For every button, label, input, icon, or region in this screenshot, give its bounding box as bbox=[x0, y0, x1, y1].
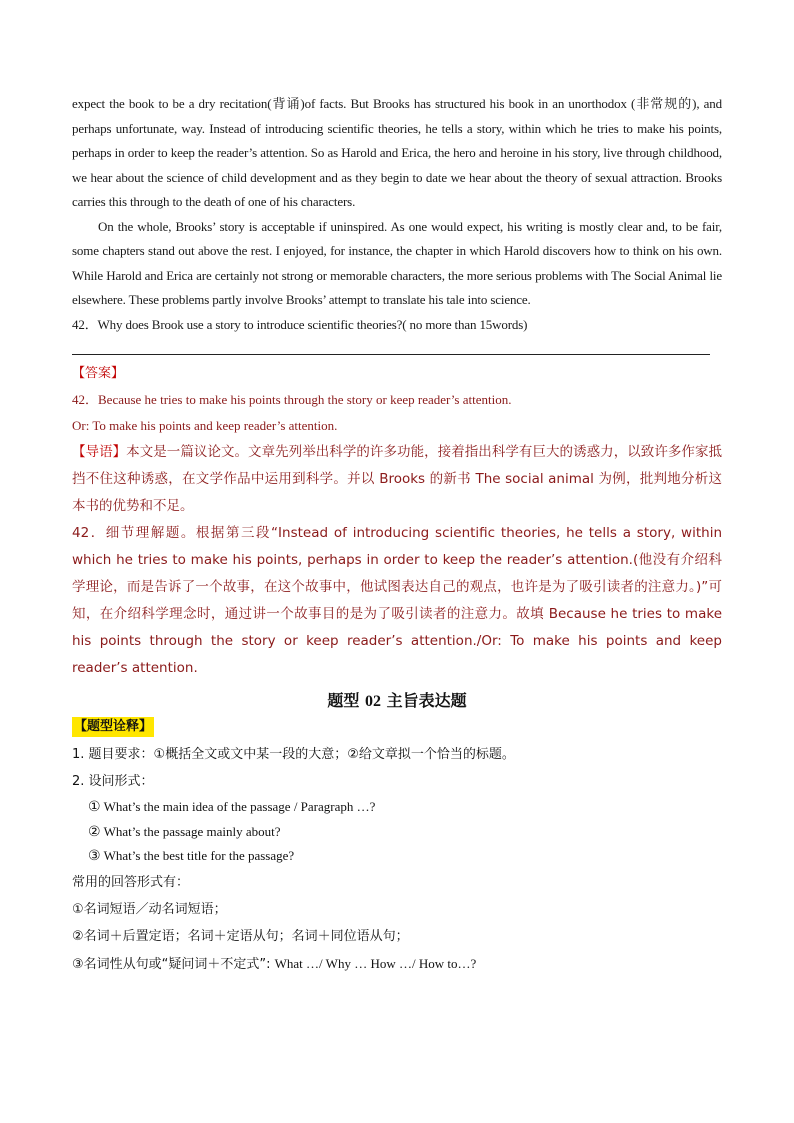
guide-text: 本文是一篇议论文。文章先列举出科学的许多功能，接着指出科学有巨大的诱惑力，以致许多作家抵挡不住这种诱惑，在文学作品中运用到科学。并以 Brooks 的新书 The social animal 为例，批判地分析这本书的优势和不足。 bbox=[72, 444, 723, 514]
question-42: 42．Why does Brook use a story to introduce scientific theories?( no more than 15words) bbox=[72, 316, 528, 332]
circled-3-icon: ③ bbox=[88, 848, 101, 864]
section-title bbox=[72, 688, 722, 711]
answer-tag: 【答案】 bbox=[72, 366, 125, 381]
question-form-item: 2. 设问形式： bbox=[72, 774, 154, 789]
circled-1-icon: ① bbox=[88, 799, 101, 815]
circled-2-icon: ② bbox=[88, 823, 101, 840]
answer-form-3-en: What …/ Why … How …/ How to…? bbox=[274, 955, 477, 971]
question-form-2 bbox=[88, 820, 722, 845]
section-title-number: 02 bbox=[365, 693, 381, 710]
guide-lead: 【导语】 bbox=[72, 444, 127, 460]
question-form-3-text: What’s the best title for the passage? bbox=[100, 848, 295, 863]
answer-form-3-cn: ③名词性从句或“疑问词＋不定式”: bbox=[72, 956, 275, 972]
passage-paragraph-1: expect the book to be a dry recitation(背诵)of facts. But Brooks has structured his book in an unorthodox (非常规的), and perhaps unfortunate, way. Instead of introducing scientific theories, he tells a story, within which he tries to make his points, perhaps in order to keep the reader’s attention. So as Harold and Erica, the hero and heroine in his story, live through childhood, we hear about the science of child development and as they begin to date we hear about the theory of sexual attraction. Brooks carries this through to the death of one of his characters. bbox=[72, 96, 722, 209]
answer-form-1: ①名词短语／动名词短语； bbox=[72, 901, 227, 917]
question-form-2-text: What’s the passage mainly about? bbox=[100, 823, 281, 839]
answer-form-3 bbox=[72, 950, 722, 978]
answer-line-2: Or: To make his points and keep reader’s attention. bbox=[72, 418, 338, 433]
requirement-item: 1. 题目要求：①概括全文或文中某一段的大意；②给文章拟一个恰当的标题。 bbox=[72, 747, 515, 762]
answer-form-2: ②名词＋后置定语；名词＋定语从句；名词＋同位语从句； bbox=[72, 928, 409, 944]
common-answers-heading: 常用的回答形式有： bbox=[72, 874, 190, 890]
question-form-1 bbox=[88, 795, 722, 820]
passage-paragraph-2: On the whole, Brooks’ story is acceptable if uninspired. As one would expect, his writing is mostly clear and, to be fair, some chapters stand out above the rest. I enjoyed, for instance, the chapter in which Harold discovers how to think on his own. While Harold and Erica are certainly not strong or memorable characters, the more serious problems with The Social Animal lie elsewhere. These problems partly involve Brooks’ attempt to translate his tale into science. bbox=[72, 218, 722, 307]
analysis-paragraph: 42．细节理解题。根据第三段“Instead of introducing scientific theories, he tells a story, within which he tries to make his points, perhaps in order to keep the reader’s attention.(他没有介绍科学理论，而是告诉了一个故事，在这个故事中，他试图表达自己的观点，也许是为了吸引读者的注意力。)”可知，在介绍科学理念时，通过讲一个故事目的是为了吸引读者的注意力。故填 Because he tries to make his points through the story or keep reader’s attention./Or: To make his points and keep reader’s attention. bbox=[72, 525, 722, 676]
answer-line bbox=[72, 354, 710, 355]
type-explanation-badge: 【题型诠释】 bbox=[72, 717, 154, 737]
document-page bbox=[72, 92, 722, 978]
section-title-text: 主旨表达题 bbox=[381, 691, 467, 710]
answer-line-1: 42．Because he tries to make his points through the story or keep reader’s attention. bbox=[72, 392, 512, 407]
section-title-prefix: 题型 bbox=[327, 691, 365, 710]
guide-paragraph bbox=[72, 439, 722, 520]
question-form-3 bbox=[88, 844, 722, 869]
question-form-1-text: What’s the main idea of the passage / Paragraph …? bbox=[100, 799, 376, 814]
